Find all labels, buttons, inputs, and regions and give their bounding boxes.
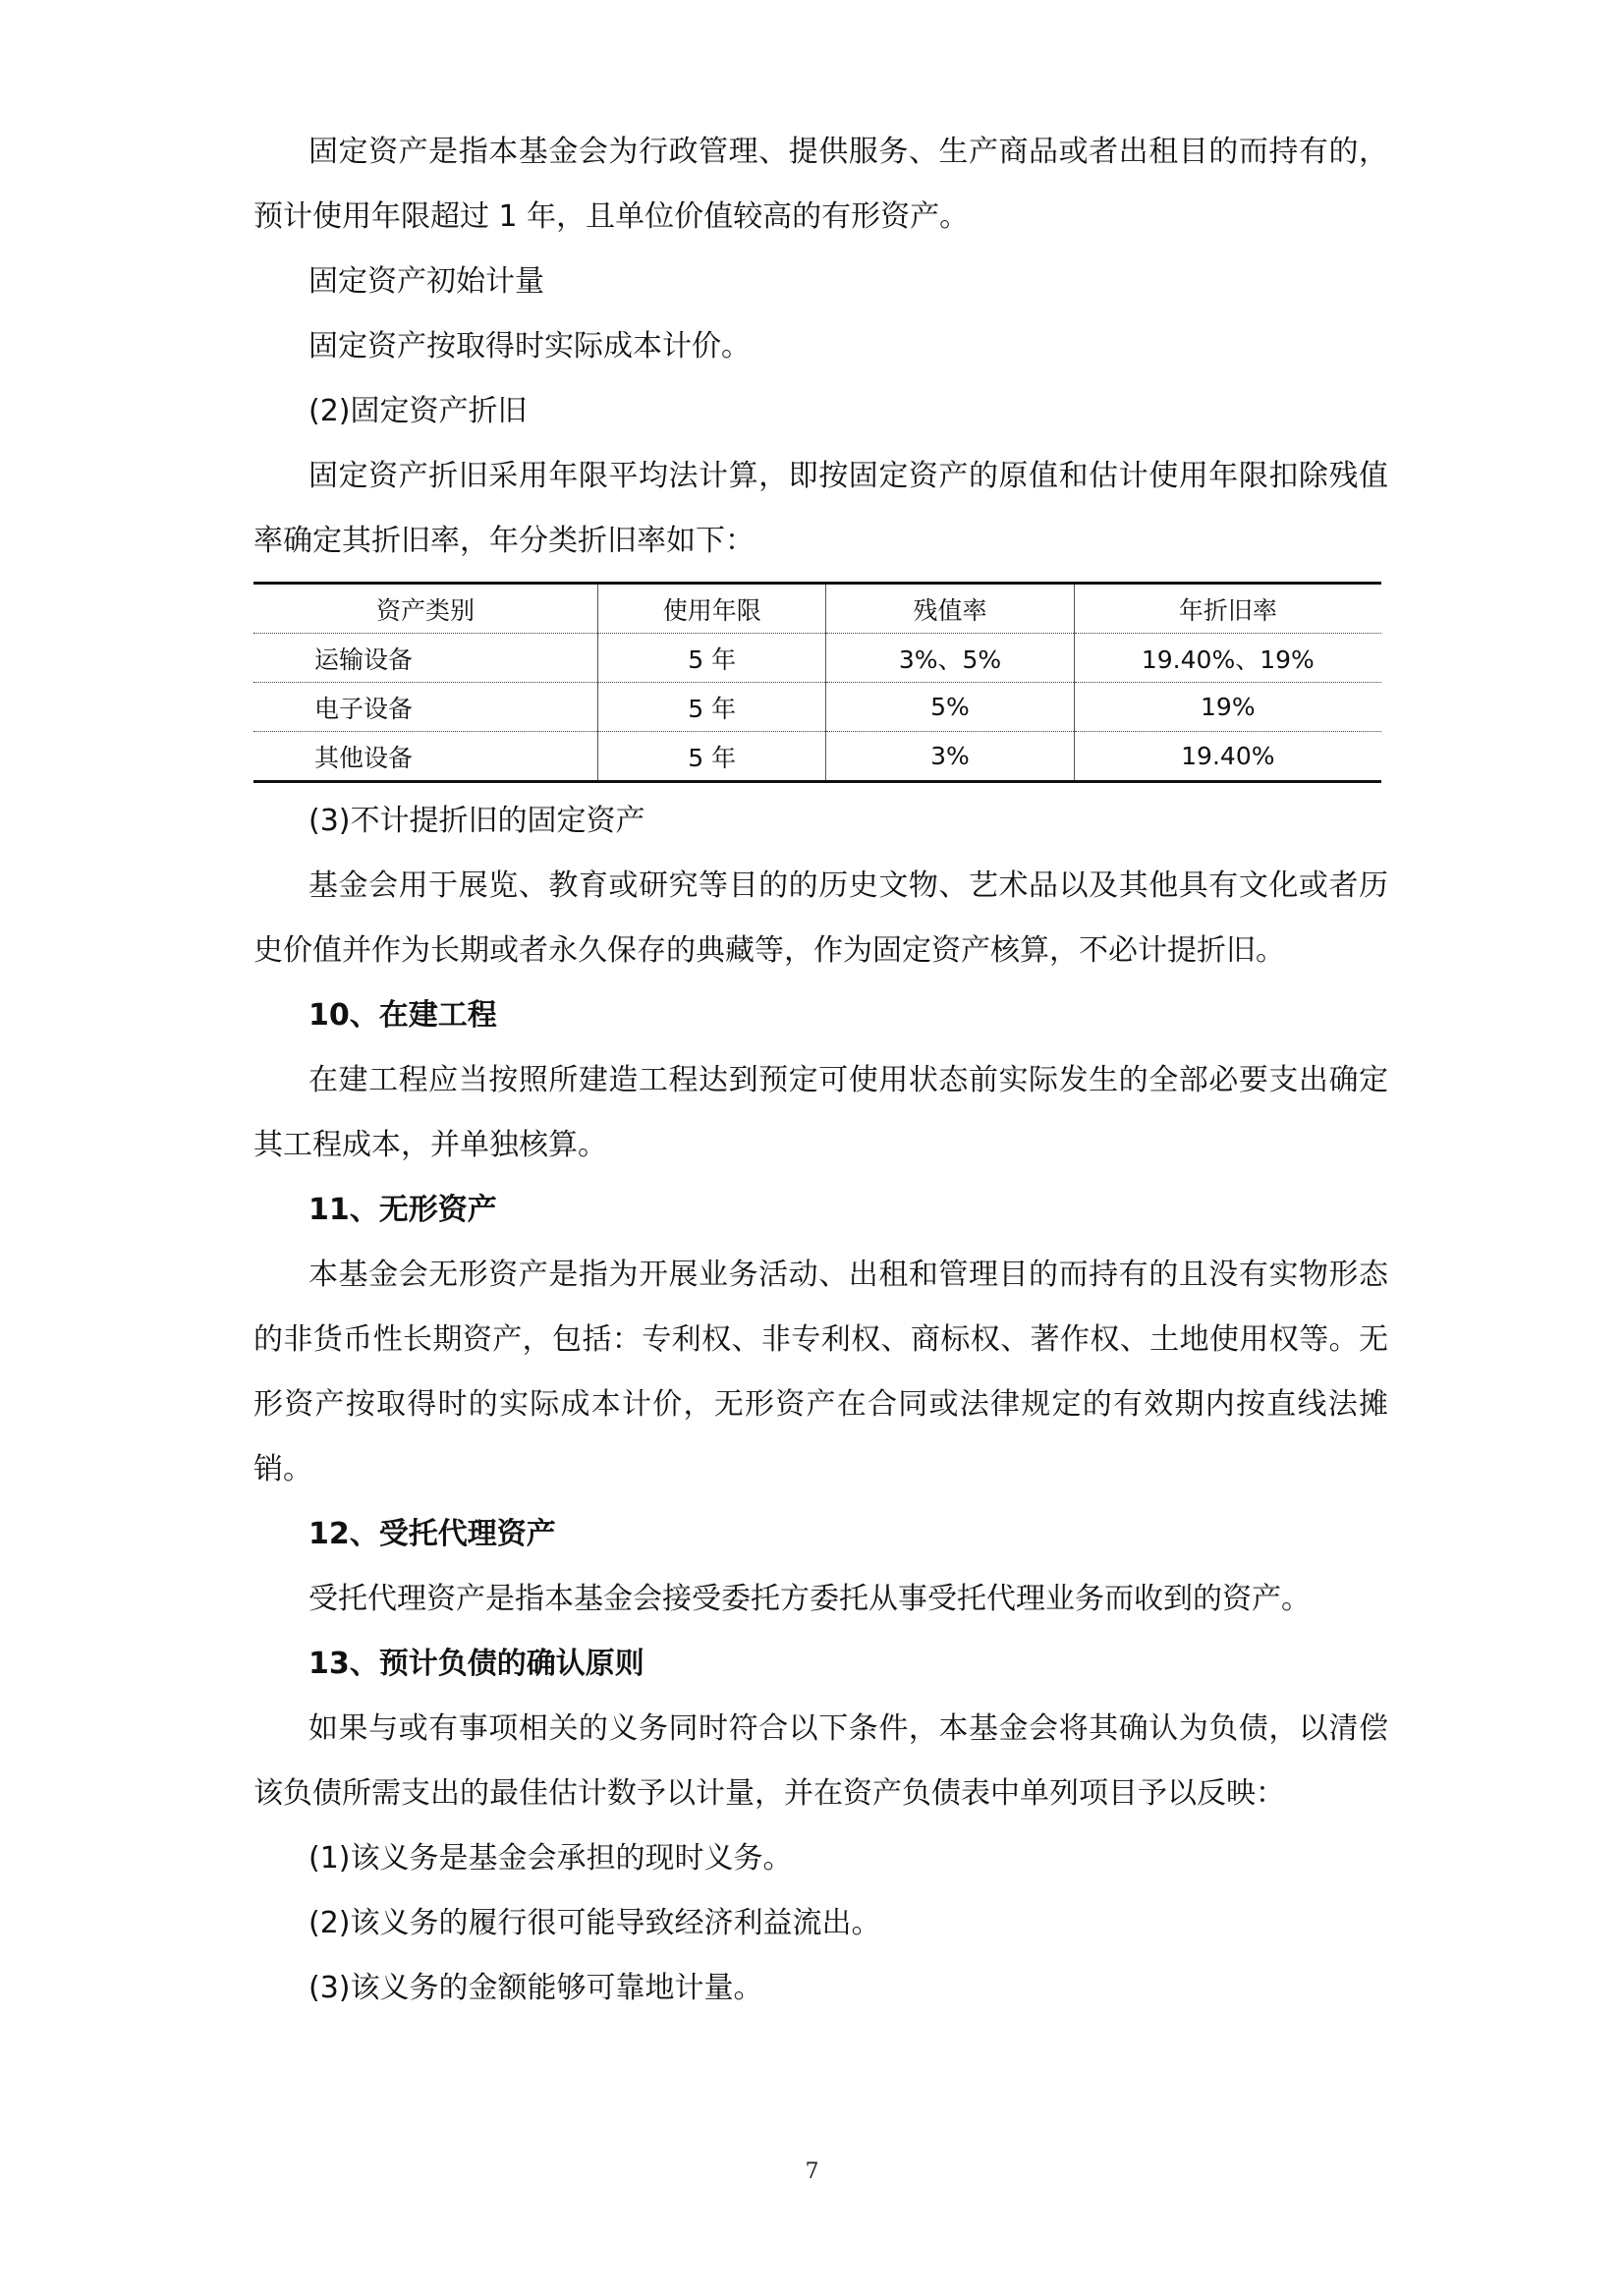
heading-intangible-assets: 11、无形资产: [308, 1193, 497, 1227]
cell-residual-rate: 3%、5%: [826, 634, 1074, 683]
table-row: [253, 634, 1381, 683]
depreciation-table-wrapper: [253, 582, 1388, 783]
cell-annual-rate: 19%: [1074, 683, 1381, 732]
column-header-residual-rate: 残值率: [826, 584, 1074, 634]
paragraph-intangible-assets: 本基金会无形资产是指为开展业务活动、出租和管理目的而持有的且没有实物形态的非货币性长期资产，包括：专利权、非专利权、商标权、著作权、土地使用权等。无形资产按取得时的实际成本计价，无形资产在合同或法律规定的有效期内按直线法摊销。: [253, 1258, 1388, 1486]
cell-useful-life: 5 年: [598, 634, 826, 683]
cell-annual-rate: 19.40%: [1074, 732, 1381, 782]
paragraph-fixed-asset-definition: 固定资产是指本基金会为行政管理、提供服务、生产商品或者出租目的而持有的，预计使用年限超过 1 年，且单位价值较高的有形资产。: [253, 135, 1388, 234]
cell-category: 其他设备: [253, 732, 598, 782]
paragraph-non-depreciated-assets: 基金会用于展览、教育或研究等目的的历史文物、艺术品以及其他具有文化或者历史价值并作为长期或者永久保存的典藏等，作为固定资产核算，不必计提折旧。: [253, 868, 1388, 968]
cell-residual-rate: 5%: [826, 683, 1074, 732]
page-number: 7: [805, 2159, 819, 2184]
cell-annual-rate: 19.40%、19%: [1074, 634, 1381, 683]
table-header-row: [253, 584, 1381, 634]
cell-useful-life: 5 年: [598, 683, 826, 732]
cell-useful-life: 5 年: [598, 732, 826, 782]
heading-entrusted-assets: 12、受托代理资产: [308, 1517, 556, 1551]
table-row: [253, 683, 1381, 732]
list-item: (3)该义务的金额能够可靠地计量。: [308, 1971, 763, 2005]
paragraph-entrusted-assets: 受托代理资产是指本基金会接受委托方委托从事受托代理业务而收到的资产。: [308, 1582, 1311, 1616]
cell-category: 运输设备: [253, 634, 598, 683]
subheading-non-depreciated-assets: (3)不计提折旧的固定资产: [308, 804, 645, 838]
paragraph-estimated-liabilities: 如果与或有事项相关的义务同时符合以下条件，本基金会将其确认为负债，以清偿该负债所需支出的最佳估计数予以计量，并在资产负债表中单列项目予以反映：: [253, 1711, 1388, 1811]
subheading-depreciation: (2)固定资产折旧: [308, 394, 528, 428]
table-row: [253, 732, 1381, 782]
column-header-category: 资产类别: [253, 584, 598, 634]
heading-estimated-liabilities: 13、预计负债的确认原则: [308, 1647, 644, 1681]
cell-category: 电子设备: [253, 683, 598, 732]
list-item: (2)该义务的履行很可能导致经济利益流出。: [308, 1906, 881, 1940]
depreciation-table: [253, 582, 1381, 783]
paragraph-depreciation-method: 固定资产折旧采用年限平均法计算，即按固定资产的原值和估计使用年限扣除残值率确定其折旧率，年分类折旧率如下：: [253, 459, 1388, 558]
paragraph-construction-in-progress: 在建工程应当按照所建造工程达到预定可使用状态前实际发生的全部必要支出确定其工程成本，并单独核算。: [253, 1063, 1388, 1162]
column-header-useful-life: 使用年限: [598, 584, 826, 634]
document-page: [253, 120, 1388, 2021]
column-header-annual-rate: 年折旧率: [1074, 584, 1381, 634]
paragraph-cost-basis: 固定资产按取得时实际成本计价。: [308, 329, 751, 364]
cell-residual-rate: 3%: [826, 732, 1074, 782]
list-item: (1)该义务是基金会承担的现时义务。: [308, 1841, 793, 1876]
heading-construction-in-progress: 10、在建工程: [308, 998, 497, 1033]
paragraph-initial-measurement: 固定资产初始计量: [308, 264, 544, 299]
